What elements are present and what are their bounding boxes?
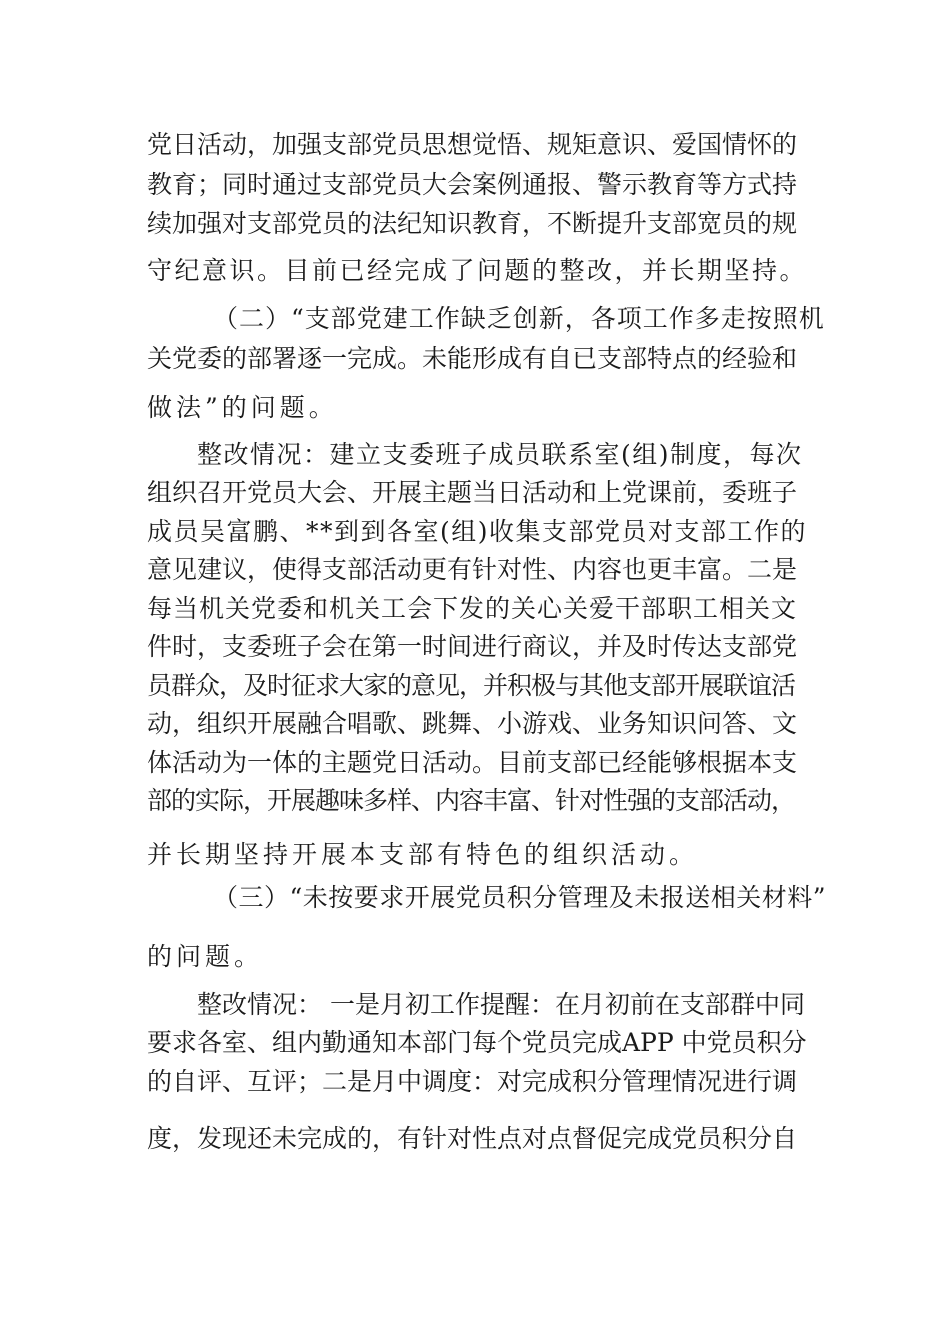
text-line: 成员吴富鹏、**到到各室(组)收集支部党员对支部工作的 — [147, 517, 808, 546]
text-line: 组织召开党员大会、开展主题当日活动和上党课前，委班子 — [147, 478, 798, 507]
text-line: 教育；同时通过支部党员大会案例通报、警示教育等方式持 — [147, 170, 798, 199]
text-line: 度，发现还未完成的，有针对性点对点督促完成党员积分自 — [147, 1124, 798, 1153]
text-line: 意见建议，使得支部活动更有针对性、内容也更丰富。二是 — [147, 555, 798, 584]
section-heading: （三）“未按要求开展党员积分管理及未报送相关材料” — [213, 883, 827, 912]
text-line: 做法”的问题。 — [147, 393, 338, 422]
text-line: 要求各室、组内勤通知本部门每个党员完成APP 中党员积分 — [147, 1028, 807, 1057]
text-line: 并长期坚持开展本支部有特色的组织活动。 — [147, 840, 699, 869]
text-line: 动，组织开展融合唱歌、跳舞、小游戏、业务知识问答、文 — [147, 709, 798, 738]
paragraph-first-line: 整改情况： 一是月初工作提醒：在月初前在支部群中同 — [197, 990, 805, 1019]
text-line: 体活动为一体的主题党日活动。目前支部已经能够根据本支 — [147, 748, 798, 777]
text-line: 件时，支委班子会在第一时间进行商议，并及时传达支部党 — [147, 632, 798, 661]
text-line: 守纪意识。目前已经完成了问题的整改，并长期坚持。 — [147, 256, 808, 285]
text-line: 员群众，及时征求大家的意见，并积极与其他支部开展联谊活 — [147, 671, 796, 700]
text-line: 关党委的部署逐一完成。未能形成有自已支部特点的经验和 — [147, 344, 798, 373]
paragraph-first-line: 整改情况：建立支委班子成员联系室(组)制度，每次 — [197, 440, 803, 469]
text-line: 每当机关党委和机关工会下发的关心关爱干部职工相关文 — [147, 594, 798, 623]
text-line: 部的实际，开展趣味多样、内容丰富、针对性强的支部活动， — [147, 786, 796, 815]
text-line: 党日活动，加强支部党员思想觉悟、规矩意识、爱国情怀的 — [147, 130, 798, 159]
text-line: 续加强对支部党员的法纪知识教育，不断提升支部宽员的规 — [147, 209, 798, 238]
text-line: 的问题。 — [147, 942, 264, 971]
section-heading: （二）“支部党建工作缺乏创新，各项工作多走按照机 — [213, 304, 825, 333]
text-line: 的自评、互评；二是月中调度：对完成积分管理情况进行调 — [147, 1067, 798, 1096]
